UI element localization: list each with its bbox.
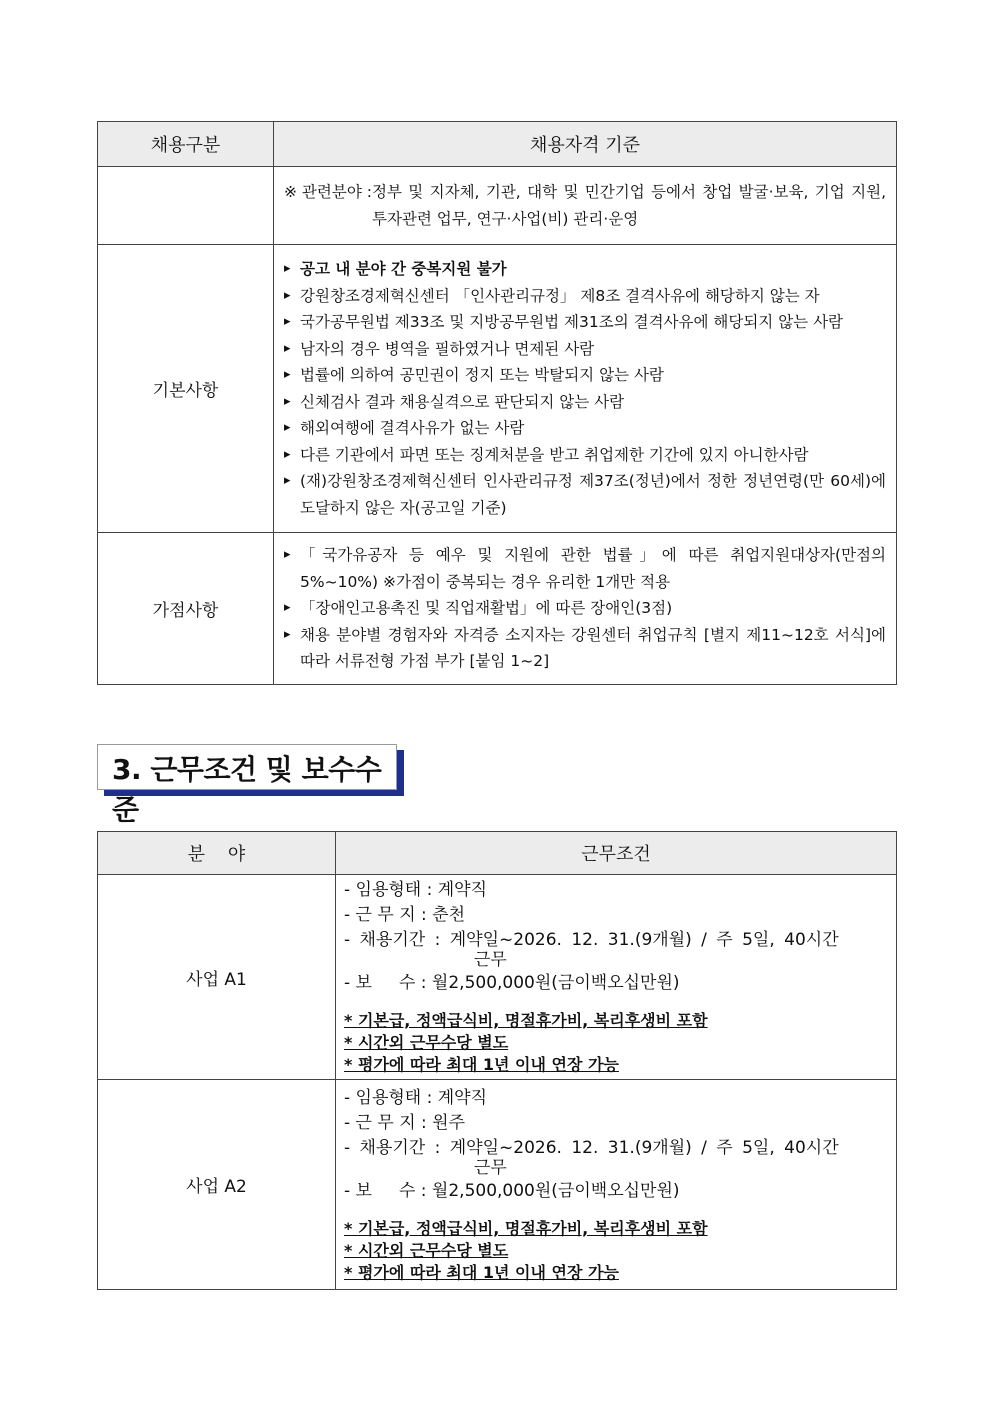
row-label xyxy=(98,167,274,245)
list-item: ▸ 「장애인고용촉진 및 직업재활법」에 따른 장애인(3점) xyxy=(284,595,886,622)
employment-period: - 채용기간 : 계약일~2026. 12. 31.(9개월) / 주 5일, 40시간 xyxy=(344,1137,839,1158)
work-location: - 근 무 지 : 원주 xyxy=(344,1112,465,1133)
list-item: ▸ 법률에 의하여 공민권이 정지 또는 박탈되지 않는 사람 xyxy=(284,362,886,389)
header-conditions: 근무조건 xyxy=(336,832,897,875)
header-field: 분 야 xyxy=(98,832,336,875)
row-label: 사업 A1 xyxy=(98,875,336,1080)
table-row xyxy=(98,1080,897,1290)
bonus-points xyxy=(274,533,897,685)
note-lead: ※ 관련분야 : xyxy=(284,183,372,201)
table-header-row xyxy=(98,832,897,875)
list-item: ▸ 국가공무원법 제33조 및 지방공무원법 제31조의 결격사유에 해당되지 않는 사람 xyxy=(284,309,886,336)
list-item: ▸ 해외여행에 결격사유가 없는 사람 xyxy=(284,415,886,442)
list-item: ▸ 「국가유공자 등 예우 및 지원에 관한 법률」에 따른 취업지원대상자(만점의 5%~10%) ※가점이 중복되는 경우 유리한 1개만 적용 xyxy=(284,542,886,595)
related-field-note xyxy=(274,167,897,245)
list-item: ▸ 채용 분야별 경험자와 자격증 소지자는 강원센터 취업규칙 [별지 제11~12호 서식]에 따라 서류전형 가점 부가 [붙임 1~2] xyxy=(284,622,886,675)
section-title: 3. 근무조건 및 보수수준 xyxy=(112,753,382,826)
table-header-row xyxy=(98,122,897,167)
note-item: * 시간외 근무수당 별도 xyxy=(344,1033,509,1052)
salary: - 보 수 : 월2,500,000원(금이백오십만원) xyxy=(344,1180,680,1201)
salary: - 보 수 : 월2,500,000원(금이백오십만원) xyxy=(344,973,680,993)
list-item: ▸ (재)강원창조경제혁신센터 인사관리규정 제37조(정년)에서 정한 정년연령(만 60세)에 도달하지 않은 자(공고일 기준) xyxy=(284,468,886,521)
table-row xyxy=(98,875,897,1080)
work-conditions xyxy=(336,875,897,1080)
employment-period-cont: 근무 xyxy=(474,950,507,970)
section-heading xyxy=(97,744,397,826)
note-item: * 기본급, 정액급식비, 명절휴가비, 복리후생비 포함 xyxy=(344,1011,708,1030)
row-label: 가점사항 xyxy=(98,533,274,685)
list-item: ▸ 다른 기관에서 파면 또는 징계처분을 받고 취업제한 기간에 있지 아니한사람 xyxy=(284,442,886,469)
note-item: * 시간외 근무수당 별도 xyxy=(344,1240,509,1260)
employment-period-cont: 근무 xyxy=(474,1157,507,1178)
list-item: ▸ 신체검사 결과 채용실격으로 판단되지 않는 사람 xyxy=(284,389,886,416)
note-text: 정부 및 지자체, 기관, 대학 및 민간기업 등에서 창업 발굴·보육, 기업 지원, 투자관련 업무, 연구·사업(비) 관리·운영 xyxy=(371,183,886,228)
row-label: 사업 A2 xyxy=(98,1080,336,1290)
conditions-table xyxy=(97,831,897,1290)
basic-requirements xyxy=(274,245,897,533)
list-item: ▸ 강원창조경제혁신센터 「인사관리규정」 제8조 결격사유에 해당하지 않는 자 xyxy=(284,283,886,310)
employment-period: - 채용기간 : 계약일~2026. 12. 31.(9개월) / 주 5일, 40시간 xyxy=(344,930,839,950)
table-row xyxy=(98,245,897,533)
employment-type: - 임용형태 : 계약직 xyxy=(344,880,488,900)
header-category: 채용구분 xyxy=(98,122,274,167)
table-row xyxy=(98,533,897,685)
work-location: - 근 무 지 : 춘천 xyxy=(344,905,465,925)
work-conditions xyxy=(336,1080,897,1290)
table-row xyxy=(98,167,897,245)
list-item: ▸ 공고 내 분야 간 중복지원 불가 xyxy=(284,256,886,283)
list-item: ▸ 남자의 경우 병역을 필하였거나 면제된 사람 xyxy=(284,336,886,363)
header-criteria: 채용자격 기준 xyxy=(274,122,897,167)
note-item: * 기본급, 정액급식비, 명절휴가비, 복리후생비 포함 xyxy=(344,1218,708,1238)
row-label: 기본사항 xyxy=(98,245,274,533)
employment-type: - 임용형태 : 계약직 xyxy=(344,1087,488,1108)
qualification-table xyxy=(97,121,897,685)
note-item: * 평가에 따라 최대 1년 이내 연장 가능 xyxy=(344,1055,619,1074)
note-item: * 평가에 따라 최대 1년 이내 연장 가능 xyxy=(344,1262,619,1282)
